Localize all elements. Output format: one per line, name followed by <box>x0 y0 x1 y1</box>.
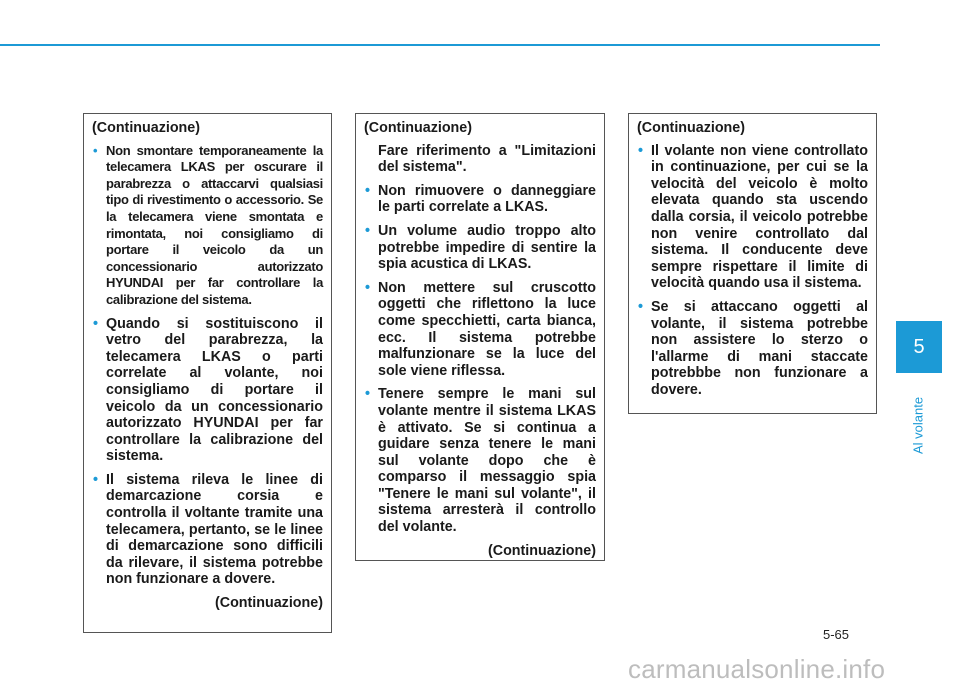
bullet-item: • Non smontare temporaneamente la telecamera LKAS per oscurare il parabrezza o attaccarvi qualsiasi tipo di rivestimento o accessorio. Se la telecamera viene smontata e rimontata, noi consigliamo di portare il veicolo da un concessionario autorizzato HYUNDAI per far controllare la calibrazione del sistema. <box>92 143 323 309</box>
bullet-item: • Quando si sostituiscono il vetro del parabrezza, la telecamera LKAS o parti correlate al volante, noi consigliamo di portare il veicolo da un concessionario autorizzato HYUNDAI per far controllare la calibrazione del sistema. <box>92 316 323 465</box>
continuation-heading: (Continuazione) <box>364 120 473 136</box>
continuation-heading: (Continuazione) <box>637 120 746 136</box>
chapter-label: Al volante <box>910 396 926 454</box>
warning-box-3 <box>628 113 877 414</box>
header-rule <box>0 44 880 46</box>
warning-box-2 <box>355 113 605 561</box>
continuation-footer: (Continuazione) <box>214 595 323 612</box>
chapter-tab: 5 <box>896 321 942 373</box>
bullet-item: • Se si attaccano oggetti al volante, il sistema potrebbe non assistere lo sterzo o l'allarme di mani staccate potrebbbe non funzionare a dovere. <box>637 299 868 399</box>
watermark: carmanualsonline.info <box>628 654 886 684</box>
bullet-item: • Non mettere sul cruscotto oggetti che riflettono la luce come specchietti, carta bianca, ecc. Il sistema potrebbe malfunzionare se la luce del sole viene riflessa. <box>364 280 596 380</box>
paragraph: Fare riferimento a "Limitazioni del sistema". <box>378 142 596 176</box>
bullet-item: • Il volante non viene controllato in continuazione, per cui se la velocità del veicolo è molto elevata quando sta uscendo dalla corsia, il veicolo potrebbe non venire controllato dal sistema. Il conducente deve sempre rispettare il limite di velocità quando usa il sistema. <box>637 143 868 292</box>
continuation-heading: (Continuazione) <box>92 120 201 136</box>
page-number: 5-65 <box>823 627 850 642</box>
bullet-item: • Un volume audio troppo alto potrebbe impedire di sentire la spia acustica di LKAS. <box>364 223 596 273</box>
bullet-item: • Il sistema rileva le linee di demarcazione corsia e controlla il voltante tramite una telecamera, pertanto, se le linee di demarcazione sono difficili da rilevare, il sistema potrebbe non funzionare a dovere. <box>92 472 323 588</box>
warning-box-1 <box>83 113 332 633</box>
continuation-footer: (Continuazione) <box>487 542 596 559</box>
bullet-item: • Tenere sempre le mani sul volante mentre il sistema LKAS è attivato. Se si continua a guidare senza tenere le mani sul volante dopo che è comparso il messaggio spia "Tenere le mani sul volante", il sistema arresterà il controllo del volante. <box>364 386 596 535</box>
bullet-item: • Non rimuovere o danneggiare le parti correlate a LKAS. <box>364 183 596 216</box>
